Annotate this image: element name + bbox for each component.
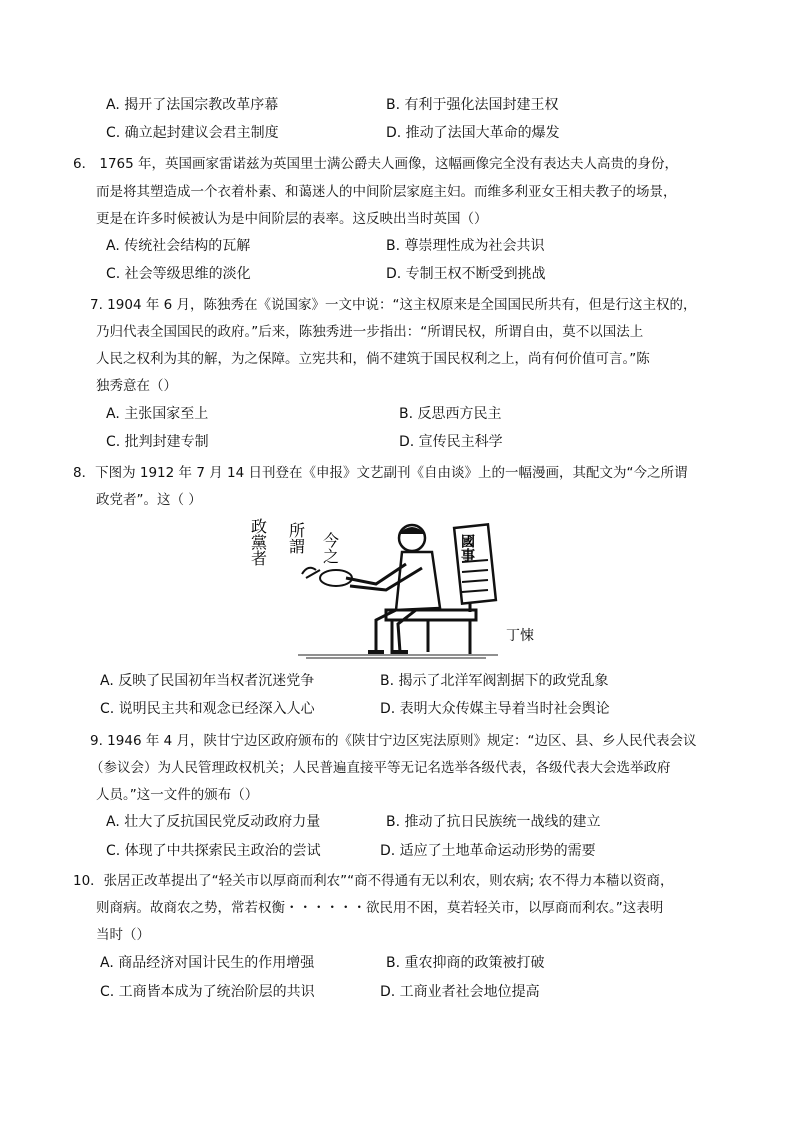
q8-option-b: B. 揭示了北洋军阀割据下的政党乱象	[380, 673, 609, 689]
q5-option-c: C. 确立起封建议会君主制度	[106, 125, 279, 141]
q6-stem-line1: 6． 1765 年，英国画家雷诺兹为英国里士满公爵夫人画像，这幅画像完全没有表达夫人高贵的身份，	[73, 156, 679, 172]
q7-option-b: B. 反思西方民主	[399, 406, 502, 422]
q7-stem-line1: 7. 1904 年 6 月，陈独秀在《说国家》一文中说：“这主权原来是全国国民所共有，但是行这主权的，	[90, 297, 697, 313]
cartoon-caption-col2: 所謂	[286, 522, 306, 554]
q10-option-a: A. 商品经济对国计民生的作用增强	[100, 955, 315, 971]
cartoon-illustration	[236, 512, 558, 662]
q9-stem-line1: 9. 1946 年 4 月，陕甘宁边区政府颁布的《陕甘宁边区宪法原则》规定：“边区、县、乡人民代表会议	[90, 733, 697, 749]
q10-stem-line3: 当时（）	[96, 927, 150, 943]
q6-option-c: C. 社会等级思维的淡化	[106, 266, 251, 282]
q9-option-d: D. 适应了土地革命运动形势的需要	[380, 843, 596, 859]
q6-stem-line3: 更是在许多时候被认为是中间阶层的表率。这反映出当时英国（）	[96, 211, 488, 227]
cartoon-caption-col3: 政黨者	[248, 518, 268, 566]
q7-stem-line3: 人民之权利为其的解，为之保障。立宪共和，倘不建筑于国民权利之上，尚有何价值可言。”陈	[96, 351, 650, 367]
q5-option-d: D. 推动了法国大革命的爆发	[386, 125, 560, 141]
q9-option-a: A. 壮大了反抗国民党反动政府力量	[106, 814, 321, 830]
q10-stem-line1: 10．张居正改革提出了“轻关市以厚商而利农”“商不得通有无以利农，则农病; 农不得力本穑以资商，	[73, 873, 674, 889]
q8-stem-line2: 政党者”。这（ ）	[96, 492, 202, 508]
q7-stem-line2: 乃归代表全国国民的政府。”后来，陈独秀进一步指出：“所谓民权，所谓自由，莫不以国法上	[96, 324, 644, 340]
q9-stem-line2: （参议会）为人民管理政权机关；人民普遍直接平等无记名选举各级代表，各级代表大会选举政府	[90, 760, 671, 776]
q7-option-c: C. 批判封建专制	[106, 434, 209, 450]
q8-option-c: C. 说明民主共和观念已经深入人心	[100, 701, 315, 717]
q7-option-d: D. 宣传民主科学	[399, 434, 503, 450]
q8-option-a: A. 反映了民国初年当权者沉迷党争	[100, 673, 315, 689]
q10-option-b: B. 重农抑商的政策被打破	[386, 955, 545, 971]
q9-option-c: C. 体现了中共探索民主政治的尝试	[106, 843, 321, 859]
q5-option-b: B. 有利于强化法国封建王权	[386, 97, 559, 113]
cartoon-caption-col1: 今之	[320, 532, 340, 564]
q10-option-d: D. 工商业者社会地位提高	[380, 984, 540, 1000]
q7-option-a: A. 主张国家至上	[106, 406, 209, 422]
q8-stem-line1: 8．下图为 1912 年 7 月 14 日刊登在《申报》文艺副刊《自由谈》上的一幅漫画，其配文为“今之所谓	[73, 465, 688, 481]
q8-option-d: D. 表明大众传媒主导着当时社会舆论	[380, 701, 610, 717]
q6-stem-line2: 而是将其塑造成一个衣着朴素、和蔼迷人的中间阶层家庭主妇。而维多利亚女王相夫教子的场景，	[96, 184, 677, 200]
q9-option-b: B. 推动了抗日民族统一战线的建立	[386, 814, 601, 830]
cartoon-poster-text: 國事	[459, 534, 475, 562]
cartoon-signature: 丁悚	[506, 628, 534, 644]
q5-option-a: A. 揭开了法国宗教改革序幕	[106, 97, 279, 113]
q6-option-a: A. 传统社会结构的瓦解	[106, 238, 251, 254]
q10-stem-line2: 则商病。故商农之势，常若权衡・・・・・・欲民用不困，莫若轻关市，以厚商而利农。”这表明	[96, 900, 664, 916]
q9-stem-line3: 人员。”这一文件的颁布（）	[96, 787, 259, 803]
q7-stem-line4: 独秀意在（）	[96, 378, 177, 394]
q6-option-b: B. 尊崇理性成为社会共识	[386, 238, 545, 254]
q10-option-c: C. 工商皆本成为了统治阶层的共识	[100, 984, 315, 1000]
q6-option-d: D. 专制王权不断受到挑战	[386, 266, 546, 282]
